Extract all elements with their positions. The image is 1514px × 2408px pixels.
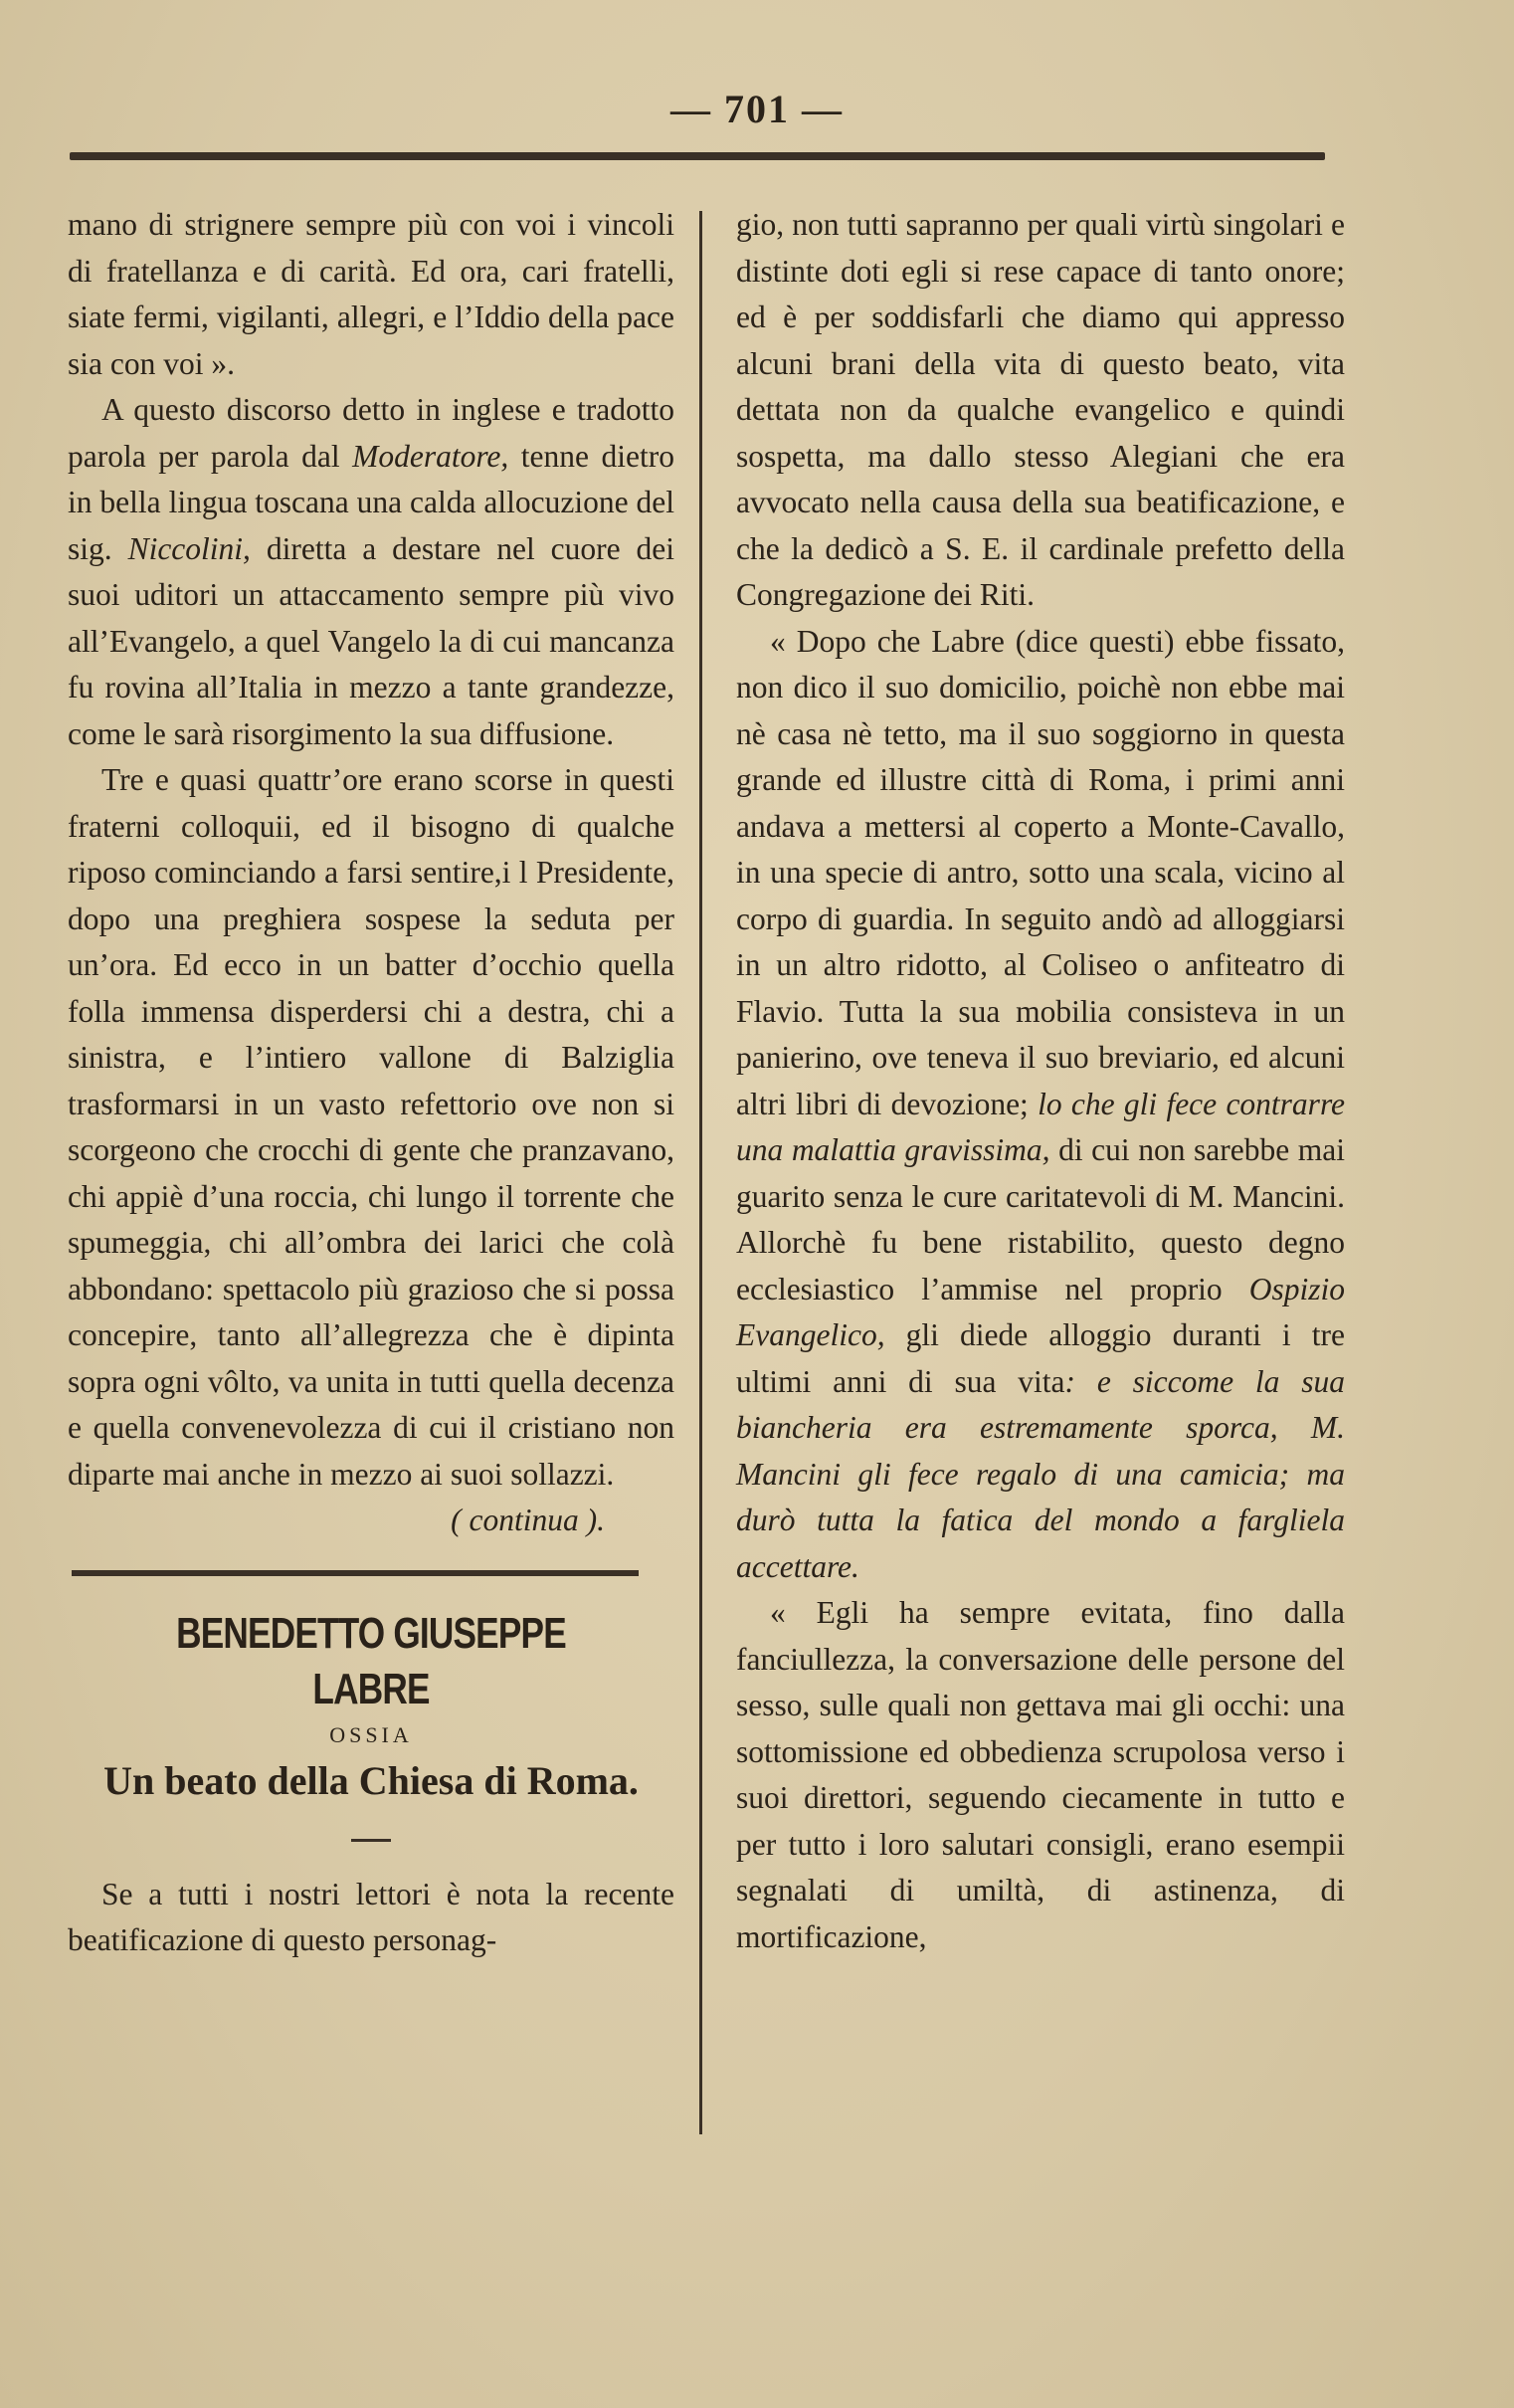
right-column: [736, 202, 1345, 1960]
paragraph: A questo discorso detto in inglese e tradotto parola per parola dal Moderatore, tenne dietro in bella lingua toscana una calda allocuzione del sig. Niccolini, diretta a destare nel cuore dei suoi uditori un attaccamento sempre più vivo all’Evangelo, a quel Vangelo la di cui mancanza fu rovina all’Italia in mezzo a tante grandezze, come le sarà risorgimento la sua diffusione.: [68, 392, 674, 751]
column-divider: [699, 211, 702, 2134]
left-column: [68, 202, 674, 1964]
paragraph: gio, non tutti sapranno per quali virtù singolari e distinte doti egli si rese capace di tanto onore; ed è per soddisfarli che diamo qui appresso alcuni brani della vita di questo beato, vita dettata non da qualche evangelico e quindi sospetta, ma dallo stesso Alegiani che era avvocato nella causa della sua beatificazione, e che la dedicò a S. E. il cardinale prefetto della Congregazione dei Riti.: [736, 207, 1345, 612]
ossia-label: OSSIA: [329, 1721, 413, 1747]
paragraph: « Egli ha sempre evitata, fino dalla fanciullezza, la conversazione delle persone del sesso, sulle quali non gettava mai gli occhi: una sottomissione ed obbedienza scrupolosa verso i suoi direttori, seguendo ciecamente in tutto e per tutto i loro salutari consigli, erano esempii segnalati di umiltà, di astinenza, di mortificazione,: [736, 1595, 1345, 1954]
article-subheadline: Un beato della Chiesa di Roma.: [103, 1757, 639, 1803]
header-rule: [70, 152, 1325, 160]
short-divider: [351, 1839, 391, 1842]
paragraph: mano di strignere sempre più con voi i vincoli di fratellanza e di carità. Ed ora, cari fratelli, siate fermi, vigilanti, allegri, e l’Iddio della pace sia con voi ».: [68, 207, 674, 381]
section-divider: [72, 1570, 639, 1576]
continua-note: ( continua ).: [451, 1503, 605, 1537]
italic-term: Niccolini,: [127, 530, 251, 566]
page-number: — 701 —: [670, 87, 844, 131]
paragraph: Se a tutti i nostri lettori è nota la recente beatificazione di questo personag-: [68, 1876, 674, 1957]
paragraph: « Dopo che Labre (dice questi) ebbe fissato, non dico il suo domicilio, poichè non ebbe mai nè casa nè tetto, ma il suo soggiorno in questa grande ed illustre città di Roma, i primi anni andava a mettersi al coperto a Monte-Cavallo, in una specie di antro, sotto una scala, vicino al corpo di guardia. In seguito andò ad alloggiarsi in un altro ridotto, al Coliseo o anfiteatro di Flavio. Tutta la sua mobilia consisteva in un panierino, ove teneva il suo breviario, ed alcuni altri libri di devozione; lo che gli fece contrarre una malattia gravissima, di cui non sarebbe mai guarito senza le cure caritatevoli di M. Mancini. Allorchè fu bene ristabilito, questo degno ecclesiastico l’ammise nel proprio Ospizio Evangelico, gli diede alloggio duranti i tre ultimi anni di sua vita: e siccome la sua biancheria era estremamente sporca, M. Mancini gli fece regalo di una camicia; ma durò tutta la fatica del mondo a fargliela accettare.: [736, 623, 1346, 1584]
article-headline: BENEDETTO GIUSEPPE LABRE: [176, 1608, 566, 1713]
italic-term: Moderatore,: [352, 438, 509, 474]
paragraph: Tre e quasi quattr’ore erano scorse in questi fraterni colloquii, ed il bisogno di qualche riposo cominciando a farsi sentire,i l Presidente, dopo una preghiera sospese la seduta per un’ora. Ed ecco in un batter d’occhio quella folla immensa disperdersi chi a destra, chi a sinistra, e l’intiero vallone di Balziglia trasformarsi in un vasto refettorio ove non si scorgeono che crocchi di gente che pranzavano, chi appiè d’una roccia, chi lungo il torrente che spumeggia, chi all’ombra dei larici che colà abbondano: spettacolo più grazioso che si possa concepire, tanto all’allegrezza che è dipinta sopra ogni vôlto, va unita in tutti quella decenza e quella convenevolezza di cui il cristiano non diparte mai anche in mezzo ai suoi sollazzi.: [68, 762, 674, 1492]
